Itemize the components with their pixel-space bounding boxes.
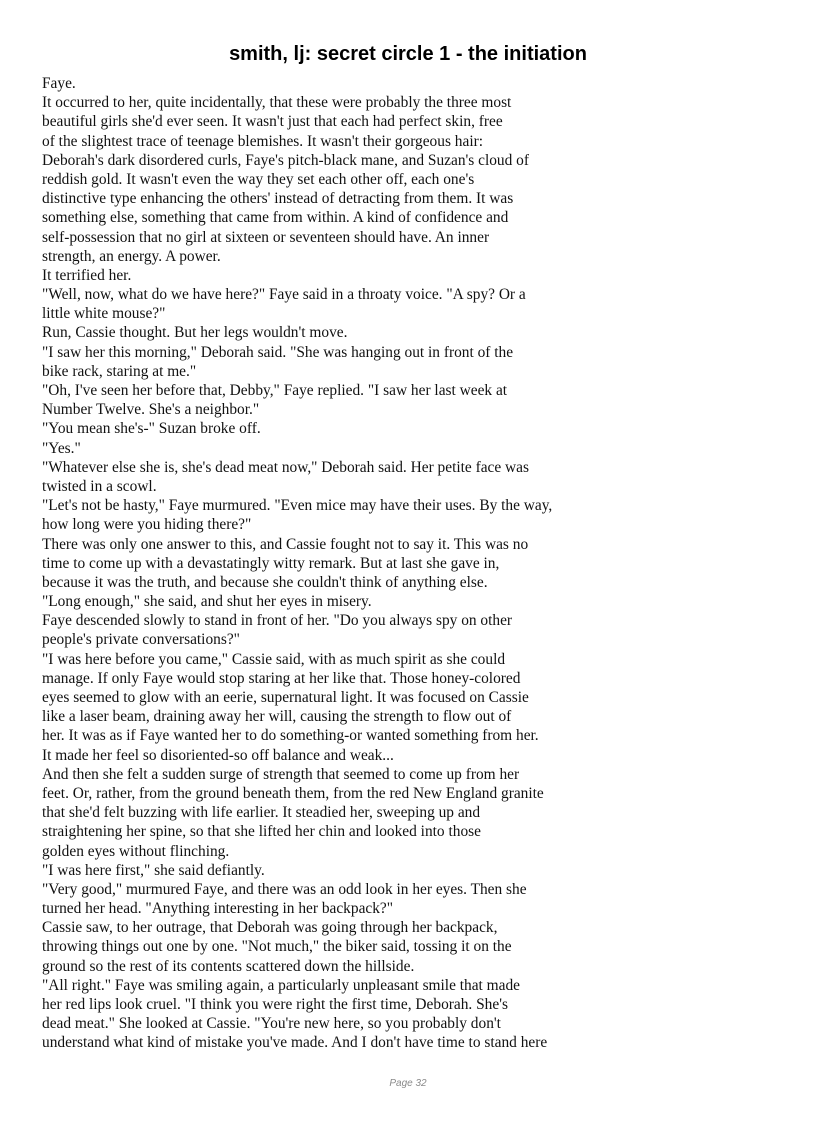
text-line: "I was here first," she said defiantly.	[42, 861, 265, 879]
text-line: "Whatever else she is, she's dead meat now," Deborah said. Her petite face was	[42, 458, 529, 476]
text-line: "Long enough," she said, and shut her eyes in misery.	[42, 593, 372, 611]
text-line: And then she felt a sudden surge of strength that seemed to come up from her	[42, 765, 520, 783]
text-line: "Well, now, what do we have here?" Faye said in a throaty voice. "A spy? Or a	[42, 286, 526, 304]
text-line: Run, Cassie thought. But her legs wouldn't move.	[42, 324, 348, 342]
text-line: twisted in a scowl.	[42, 477, 157, 495]
text-line: It terrified her.	[42, 266, 132, 284]
page-number: Page 32	[389, 1078, 427, 1089]
text-line: something else, something that came from within. A kind of confidence and	[42, 209, 509, 227]
text-line: "Let's not be hasty," Faye murmured. "Even mice may have their uses. By the way,	[42, 497, 553, 515]
text-line: feet. Or, rather, from the ground beneath them, from the red New England granite	[42, 784, 544, 802]
text-line: strength, an energy. A power.	[42, 247, 221, 265]
text-line: of the slightest trace of teenage blemishes. It wasn't their gorgeous hair:	[42, 132, 483, 150]
text-line: Cassie saw, to her outrage, that Deborah was going through her backpack,	[42, 919, 498, 937]
text-line: dead meat." She looked at Cassie. "You're new here, so you probably don't	[42, 1015, 501, 1033]
text-line: Number Twelve. She's a neighbor."	[42, 401, 260, 419]
text-line: time to come up with a devastatingly witty remark. But at last she gave in,	[42, 554, 500, 572]
text-line: how long were you hiding there?"	[42, 516, 252, 534]
text-line: "Yes."	[42, 439, 81, 457]
text-line: little white mouse?"	[42, 305, 166, 323]
text-line: reddish gold. It wasn't even the way they set each other off, each one's	[42, 170, 475, 188]
text-line: like a laser beam, draining away her will, causing the strength to flow out of	[42, 708, 512, 726]
text-line: It made her feel so disoriented-so off balance and weak...	[42, 746, 394, 764]
text-line: manage. If only Faye would stop staring at her like that. Those honey-colored	[42, 669, 521, 687]
text-line: eyes seemed to glow with an eerie, supernatural light. It was focused on Cassie	[42, 689, 529, 706]
text-line: golden eyes without flinching.	[42, 842, 230, 860]
text-line: beautiful girls she'd ever seen. It wasn't just that each had perfect skin, free	[42, 113, 503, 131]
text-line: because it was the truth, and because she couldn't think of anything else.	[42, 573, 488, 591]
text-line: It occurred to her, quite incidentally, that these were probably the three most	[42, 94, 512, 112]
text-line: her. It was as if Faye wanted her to do something-or wanted something from her.	[42, 727, 539, 745]
text-line: turned her head. "Anything interesting in her backpack?"	[42, 900, 394, 918]
text-line: Deborah's dark disordered curls, Faye's pitch-black mane, and Suzan's cloud of	[42, 151, 529, 169]
text-line: her red lips look cruel. "I think you were right the first time, Deborah. She's	[42, 996, 508, 1013]
text-line: "I was here before you came," Cassie said, with as much spirit as she could	[42, 650, 506, 668]
text-line: There was only one answer to this, and Cassie fought not to say it. This was no	[42, 535, 529, 553]
text-line: straightening her spine, so that she lifted her chin and looked into those	[42, 823, 481, 841]
text-line: understand what kind of mistake you've made. And I don't have time to stand here	[42, 1034, 548, 1052]
page-title: smith, lj: secret circle 1 - the initiation	[229, 43, 587, 65]
text-line: ground so the rest of its contents scattered down the hillside.	[42, 957, 415, 975]
text-line: that she'd felt buzzing with life earlier. It steadied her, sweeping up and	[42, 804, 481, 822]
text-line: "I saw her this morning," Deborah said. "She was hanging out in front of the	[42, 343, 514, 361]
text-line: self-possession that no girl at sixteen or seventeen should have. An inner	[42, 228, 490, 246]
text-line: Faye descended slowly to stand in front of her. "Do you always spy on other	[42, 612, 513, 630]
text-line: bike rack, staring at me."	[42, 362, 197, 380]
text-line: throwing things out one by one. "Not much," the biker said, tossing it on the	[42, 938, 512, 956]
text-line: "All right." Faye was smiling again, a particularly unpleasant smile that made	[42, 976, 521, 994]
text-line: Faye.	[42, 75, 76, 92]
text-line: "Oh, I've seen her before that, Debby," Faye replied. "I saw her last week at	[42, 382, 508, 399]
text-line: distinctive type enhancing the others' instead of detracting from them. It was	[42, 190, 514, 208]
body-text	[42, 74, 802, 1053]
text-line: "You mean she's-" Suzan broke off.	[42, 420, 261, 438]
text-line: "Very good," murmured Faye, and there was an odd look in her eyes. Then she	[42, 880, 527, 898]
text-line: people's private conversations?"	[42, 631, 240, 649]
